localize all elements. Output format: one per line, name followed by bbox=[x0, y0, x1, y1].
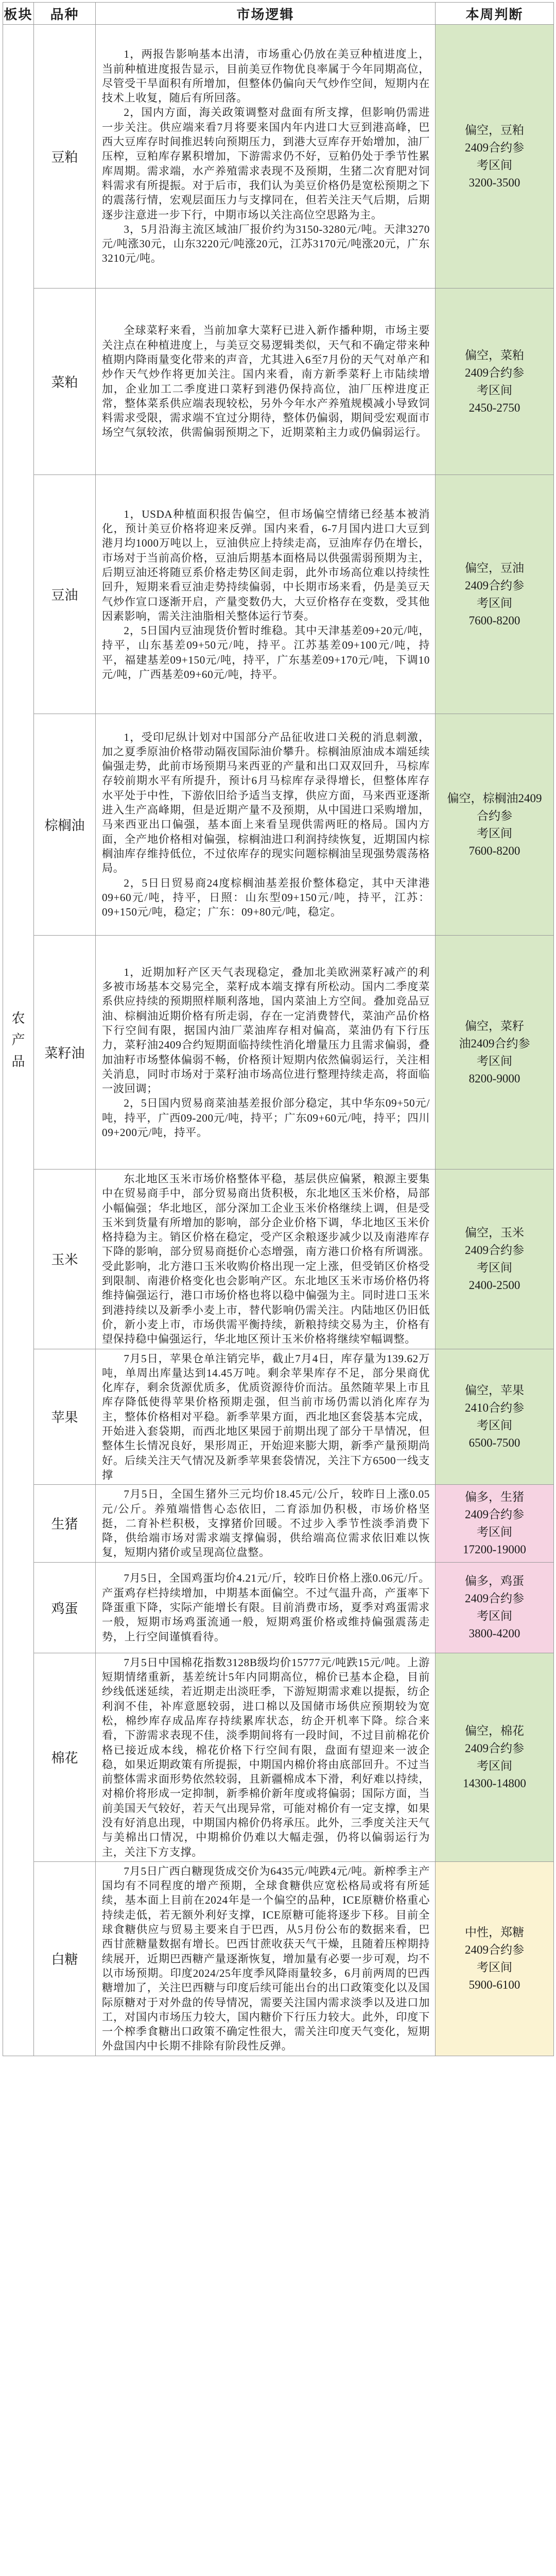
logic-paragraph: 2，5日日贸易商24度棕榈油基差报价整体稳定，其中天津港09+60元/吨，持平，日照：山东型09+150元/吨，持平，江苏：09+150元/吨，稳定；广东：09+80元/吨，稳定。 bbox=[102, 876, 430, 919]
judgement-line: 5900-6100 bbox=[468, 1978, 520, 1991]
market-logic-cell bbox=[96, 1653, 436, 1861]
logic-paragraph: 7月5日广西白糖现货成交价为6435元/吨跌4元/吨。新榨季主产国均有不同程度的增产预期，全球食糖供应宽松格局或将有所延续，基本面上目前在2024年是一个偏空的品种，ICE原糖价格重心持续走低，若无额外利好支撑，ICE原糖可能将逐步下移。目前全球食糖供应与贸易主要来自于巴西，从5月份公布的数据来看，巴西甘蔗糖量数据有增长。巴西甘蔗收获天气干燥，且随着压榨期持续展开，近期巴西糖产量逐渐恢复，增加量有必要一步可观，均不以市场预期。印度2024/25年度季风降雨量较多，6月前两周的巴西糖增加了，关注巴西糖与印度后续可能出台的出口政策变化以及国际原糖对于对外盘的传导情况，需要关注国内需求淡季以及进口加工，对国内市场压力较大，国内糖价下行压力较大。此外，印度下一个榨季食糖出口政策不确定性很大，需关注印度天气变化，短期外盘国内中长期不排除有阶段性反弹。 bbox=[102, 1865, 430, 2053]
logic-paragraph: 7月5日中国棉花指数3128B级均价15777元/吨跌15元/吨。上游短期情绪重新，基差统计5年内同期高位，棉价已基本企稳，目前纱线低迷延续，若近期走出淡旺季，下游短期需求难以提振，纺企利润不佳，补库意愿较弱，进口棉以及国储市场供应预期较为宽松，棉纱库存成品库存持续累库状态，纺企开机率下降。综合来看，下游需求表现不佳，淡季期间将有一段时间，不过目前棉花价格已接近成本线，棉花价格下行空间有限，盘面有望迎来一波企稳，如果近期政策有所提振，中期国内棉价将由底部回升。不过当前整体需求面形势依然较弱，且新疆棉成本下滑，利好难以持续，对棉价将形成一定抑制，新季棉价新年度或将偏弱；国际方面，当前美国天气较好，若天气出现异常，可能对棉价有一定支撑，如果没有好消息出现，中期国内棉价仍将承压。此外，三季度关注天气与美棉出口情况，中期棉价仍难以大幅走强，仍将以偏弱运行为主，关注下方支撑。 bbox=[102, 1656, 430, 1858]
table-row bbox=[3, 1485, 554, 1562]
judgement-line: 2450-2750 bbox=[468, 401, 520, 414]
judgement-line: 考区间 bbox=[477, 1054, 512, 1067]
judgement-line: 2409合约参 bbox=[465, 1943, 524, 1956]
weekly-judgement-cell bbox=[436, 25, 554, 289]
judgement-line: 偏空，菜粕 bbox=[465, 348, 524, 362]
variety-cell: 苹果 bbox=[34, 1349, 96, 1485]
judgement-line: 7600-8200 bbox=[468, 614, 520, 627]
judgement-line: 2400-2500 bbox=[468, 1278, 520, 1292]
judgement-line: 偏空，苹果 bbox=[465, 1383, 524, 1397]
header-logic: 市场逻辑 bbox=[96, 3, 436, 25]
sector-label-char: 产 bbox=[11, 1032, 25, 1047]
logic-paragraph: 1，受印尼纵计划对中国部分产品征收进口关税的消息刺激，加之夏季原油价格带动隔夜国际油价攀升。棕榈油原油成本端延续偏强走势，此前市场预期马来西亚的产量和出口双双回升，马棕库存较前期水平有所提升，预计6月马棕库存录得增长，但整体库存水平处于中性，下游依旧给予适当支撑，供应方面，马来西亚逐渐进入生产高峰期，但是近期产量不及预期，从中国进口采购增加，马来西亚出口偏强，基本面上来看呈现供需两旺的格局。国内方面，全产地价格相对偏强，棕榈油进口利润持续恢复，近期国内棕榈油库存维持低位，不过依库存的现实问题棕榈油呈现强势震荡格局。 bbox=[102, 731, 430, 875]
table-row bbox=[3, 1861, 554, 2056]
table-row bbox=[3, 1653, 554, 1861]
logic-paragraph: 1，两报告影响基本出清，市场重心仍放在美豆种植进度上，当前种植进度报告显示，目前美豆作物优良率属于今年同期高位，尽管受干旱面积有所增加，但整体仍偏向天气炒作空间，短期内在技术上收复，随后有所回落。 bbox=[102, 48, 430, 105]
variety-cell: 白糖 bbox=[34, 1861, 96, 2056]
market-logic-cell bbox=[96, 1485, 436, 1562]
table-row bbox=[3, 475, 554, 714]
table-row bbox=[3, 936, 554, 1170]
sector-label-char: 品 bbox=[11, 1054, 25, 1069]
logic-paragraph: 1，USDA种植面积报告偏空，但市场偏空情绪已经基本被消化，预计美豆价格将迎来反弹。国内来看，6-7月国内进口大豆到港月均1000万吨以上，豆油供应上持续走高，豆油库存仍在增长，市场对于当前高价格，豆油后期基本面格局以供强需弱预期为主，后期豆油还将随豆系价格走势区间走弱，此外市场高位难以持续性回升，短期来看豆油走势持续偏弱，中长期市场来看，仍是美豆天气炒作宣口逐渐开启，产量变数仍大，大豆价格存在变数，受其他因素影响，需关注油脂相关整体运行节奏。 bbox=[102, 507, 430, 622]
judgement-line: 考区间 bbox=[477, 596, 512, 609]
variety-cell: 生猪 bbox=[34, 1485, 96, 1562]
judgement-line: 考区间 bbox=[477, 1759, 512, 1772]
table-row bbox=[3, 714, 554, 936]
judgement-line: 中性，郑糖 bbox=[465, 1925, 524, 1939]
logic-paragraph: 东北地区玉米市场价格整体平稳，基层供应偏紧，粮源主要集中在贸易商手中，部分贸易商出货积极，东北地区玉米价格，局部小幅偏强；华北地区，部分深加工企业玉米价格继续上调，但是受玉米到货量有所增加的影响，部分企业价格下调，华北地区玉米价格持稳为主。销区价格在稳定，受产区余粮逐步减少以及南港库存下降的影响，部分贸易商挺价心态增强，南方港口价格有所调涨。受此影响，北方港口玉米收购价格出现一定上涨，但受销区价格受到限制、南港价格变化也会影响产区。东北地区玉米市场价格仍将维持偏强运行，港口市场价格也将以稳中偏强为主。同时进口玉米到港持续以及新季小麦上市，替代影响仍需关注。内陆地区仍旧低价，新小麦上市，市场供需平衡持续，新粮持续交易为主，价格有望保持稳中偏强运行，华北地区预计玉米价格将继续窄幅调整。 bbox=[102, 1173, 430, 1346]
judgement-line: 考区间 bbox=[477, 1525, 512, 1538]
judgement-line: 2409合约参 bbox=[465, 141, 524, 154]
variety-cell: 玉米 bbox=[34, 1170, 96, 1349]
logic-paragraph: 3，5月沿海主流区域油厂报价约为3150-3280元/吨。天津3270元/吨涨30元，山东3220元/吨涨20元，江苏3170元/吨涨20元，广东3210元/吨。 bbox=[102, 223, 430, 265]
header-judgement: 本周判断 bbox=[436, 3, 554, 25]
logic-paragraph: 7月5日，全国生猪外三元均价18.45元/公斤，较昨日上涨0.05元/公斤。养殖端惜售心态依旧，二育添加仍积极，市场价格坚挺，二育补栏积极，支撑猪价回暖。不过步入季节性淡季消费下降，供给端市场对需求端支撑偏弱，供给端高位需求依旧难以恢复，短期内猪价或呈现高位盘整。 bbox=[102, 1488, 430, 1559]
market-logic-cell bbox=[96, 475, 436, 714]
logic-paragraph: 7月5日，全国鸡蛋均价4.21元/斤，较昨日价格上涨0.06元/斤。产蛋鸡存栏持续增加，中期基本面偏空。不过气温升高，产蛋率下降蛋重下降，实际产能增长有限。目前消费市场，夏季对鸡蛋需求一般，短期市场鸡蛋流通一般，短期鸡蛋价格或维持偏强震荡走势，上行空间谨慎看待。 bbox=[102, 1572, 430, 1643]
judgement-line: 2409合约参 bbox=[465, 1741, 524, 1755]
table-row bbox=[3, 1349, 554, 1485]
market-logic-cell bbox=[96, 714, 436, 936]
judgement-line: 偏空，菜籽 bbox=[465, 1019, 524, 1032]
judgement-line: 2410合约参 bbox=[465, 1401, 524, 1414]
judgement-line: 2409合约参 bbox=[465, 1592, 524, 1605]
logic-paragraph: 2，国内方面，海关政策调整对盘面有所支撑，但影响仍需进一步关注。供应端来看7月将要来国内年内进口大豆到港高峰，巴西大豆库存时间推迟转向预期压力，到港大豆库存开始增加，油厂压榨，豆粕库存累积增加，下游需求仍不好，豆粕仍处于季节性累库周期。需求端，水产养殖需求表现不及预期，生猪二次育肥对饲料需求有所提振。对于后市，我们认为美豆价格仍是宽松预期之下的震荡行情，宏观层面压力与支撑同在，但若关注天气后期，后期逐步注意进一步下行，中期市场以关注高位空思路为主。 bbox=[102, 106, 430, 221]
logic-paragraph: 全球菜籽来看，当前加拿大菜籽已进入新作播种期，市场主要关注点在种植进度上，与美豆交易逻辑类似，天气和不确定带来种植期内降雨量变化带来的声音，尤其进入6至7月份的天气对单产和炒作天气炒作将更加关注。国内来看，南方新季菜籽上市陆续增加，企业加工二季度进口菜籽到港仍保持高位，油厂压榨进度正常，整体菜系供应端表现较松，另外今年水产养殖规模减小导致饲料需求受限，需求端不宜过分期待，整体仍偏弱，期间受宏观面市场空气氛较浓，供需偏弱预期之下，近期菜粕主力或仍偏弱运行。 bbox=[102, 324, 430, 439]
variety-cell: 菜籽油 bbox=[34, 936, 96, 1170]
sector-cell bbox=[3, 25, 34, 2056]
judgement-line: 8200-9000 bbox=[468, 1072, 520, 1085]
variety-cell: 豆油 bbox=[34, 475, 96, 714]
weekly-judgement-cell bbox=[436, 1562, 554, 1653]
market-logic-cell bbox=[96, 1349, 436, 1485]
weekly-judgement-cell bbox=[436, 714, 554, 936]
judgement-line: 偏空，豆油 bbox=[465, 561, 524, 574]
market-logic-cell bbox=[96, 1170, 436, 1349]
judgement-line: 偏多，生猪 bbox=[465, 1490, 524, 1503]
judgement-line: 17200-19000 bbox=[463, 1543, 526, 1556]
judgement-line: 偏多，鸡蛋 bbox=[465, 1574, 524, 1588]
weekly-judgement-cell bbox=[436, 289, 554, 475]
weekly-judgement-cell bbox=[436, 1170, 554, 1349]
table-row bbox=[3, 1170, 554, 1349]
variety-cell: 豆粕 bbox=[34, 25, 96, 289]
judgement-line: 考区间 bbox=[477, 158, 512, 172]
weekly-judgement-cell bbox=[436, 1861, 554, 2056]
market-logic-cell bbox=[96, 25, 436, 289]
judgement-line: 偏空，豆粕 bbox=[465, 123, 524, 137]
judgement-line: 偏空，棕榈油2409合约参 bbox=[447, 791, 542, 822]
table-header-row bbox=[3, 3, 554, 25]
table-row bbox=[3, 1562, 554, 1653]
header-variety: 品种 bbox=[34, 3, 96, 25]
judgement-line: 考区间 bbox=[477, 1261, 512, 1274]
variety-cell: 鸡蛋 bbox=[34, 1562, 96, 1653]
judgement-line: 6500-7500 bbox=[468, 1436, 520, 1449]
weekly-judgement-cell bbox=[436, 1485, 554, 1562]
table-row bbox=[3, 289, 554, 475]
logic-paragraph: 1，近期加籽产区天气表现稳定，叠加北美欧洲菜籽减产的利多被市场基本交易完全，菜籽成本端支撑有所松动。国内二季度菜系供应持续的预期照样顺利落地，国内菜油上方空间。叠加竞品豆油、棕榈油近期价格有所走弱，存在一定消费替代，菜油产品价格下行空间有限，据国内油厂菜油库存相对偏高，菜油仍有下行压力，菜籽油2409合约短期面临持续性消化增量压力且需求偏弱，叠加油籽市场整体偏弱不畅，价格预计短期内依然偏弱运行，关注相关消息，同时市场对于菜籽油市场高位进行整理持续走高，将面临一波回调； bbox=[102, 965, 430, 1095]
table-row bbox=[3, 25, 554, 289]
judgement-line: 3200-3500 bbox=[468, 176, 520, 189]
judgement-line: 2409合约参 bbox=[465, 579, 524, 592]
judgement-line: 考区间 bbox=[477, 1960, 512, 1974]
weekly-judgement-cell bbox=[436, 475, 554, 714]
judgement-line: 考区间 bbox=[477, 383, 512, 397]
judgement-line: 考区间 bbox=[477, 1609, 512, 1623]
weekly-judgement-cell bbox=[436, 936, 554, 1170]
market-logic-cell bbox=[96, 1861, 436, 2056]
judgement-line: 考区间 bbox=[477, 826, 512, 840]
judgement-line: 2409合约参 bbox=[465, 1507, 524, 1521]
logic-paragraph: 2，5日国内豆油现货价暂时维稳。其中天津基差09+20元/吨，持平，山东基差09+50元/吨，持平。江苏基差09+100元/吨，持平，福建基差09+150元/吨，持平，广东基差09+170元/吨，下调10元/吨，广西基差09+60元/吨，持平。 bbox=[102, 624, 430, 681]
variety-cell: 菜粕 bbox=[34, 289, 96, 475]
logic-paragraph: 7月5日，苹果仓单注销完毕，截止7月4日，库存量为139.62万吨，单周出库量达到14.45万吨。剩余苹果库存不足，部分果商优化库存，剩余货源优质多，优质资源待价而沽。虽然随苹果上市且库存降低使得苹果价格预期走强，但当前市场仍需以消化库存为主，整体价格相对平稳。新季苹果方面，西北地区套袋基本完成，开始进入套袋期，而西北地区果园于前期出现了部分干旱情况，但整体生长情况良好，果形周正，开始迎来膨大期，新季产量预期尚好。后续关注天气情况及新季苹果套袋情况，关注下方6500一线支撑 bbox=[102, 1352, 430, 1481]
judgement-line: 2409合约参 bbox=[465, 1243, 524, 1257]
table-body bbox=[3, 25, 554, 2056]
judgement-line: 7600-8200 bbox=[468, 844, 520, 857]
market-logic-cell bbox=[96, 936, 436, 1170]
report-sheet bbox=[3, 2, 553, 2056]
weekly-judgement-cell bbox=[436, 1653, 554, 1861]
weekly-judgement-table bbox=[3, 2, 554, 2056]
judgement-line: 2409合约参 bbox=[465, 366, 524, 379]
header-sector: 板块 bbox=[3, 3, 34, 25]
judgement-line: 偏空，棉花 bbox=[465, 1724, 524, 1737]
judgement-line: 油2409合约参 bbox=[459, 1037, 530, 1050]
variety-cell: 棕榈油 bbox=[34, 714, 96, 936]
logic-paragraph: 2，5日国内贸易商菜油基差报价部分稳定，其中华东09+50元/吨，持平，广西09-200元/吨，持平；广东09+60元/吨，持平；四川09+200元/吨，持平。 bbox=[102, 1097, 430, 1139]
judgement-line: 偏空，玉米 bbox=[465, 1226, 524, 1239]
market-logic-cell bbox=[96, 1562, 436, 1653]
market-logic-cell bbox=[96, 289, 436, 475]
judgement-line: 14300-14800 bbox=[463, 1776, 526, 1790]
judgement-line: 考区间 bbox=[477, 1418, 512, 1432]
sector-label-char: 农 bbox=[11, 1010, 25, 1026]
weekly-judgement-cell bbox=[436, 1349, 554, 1485]
judgement-line: 3800-4200 bbox=[468, 1627, 520, 1640]
variety-cell: 棉花 bbox=[34, 1653, 96, 1861]
